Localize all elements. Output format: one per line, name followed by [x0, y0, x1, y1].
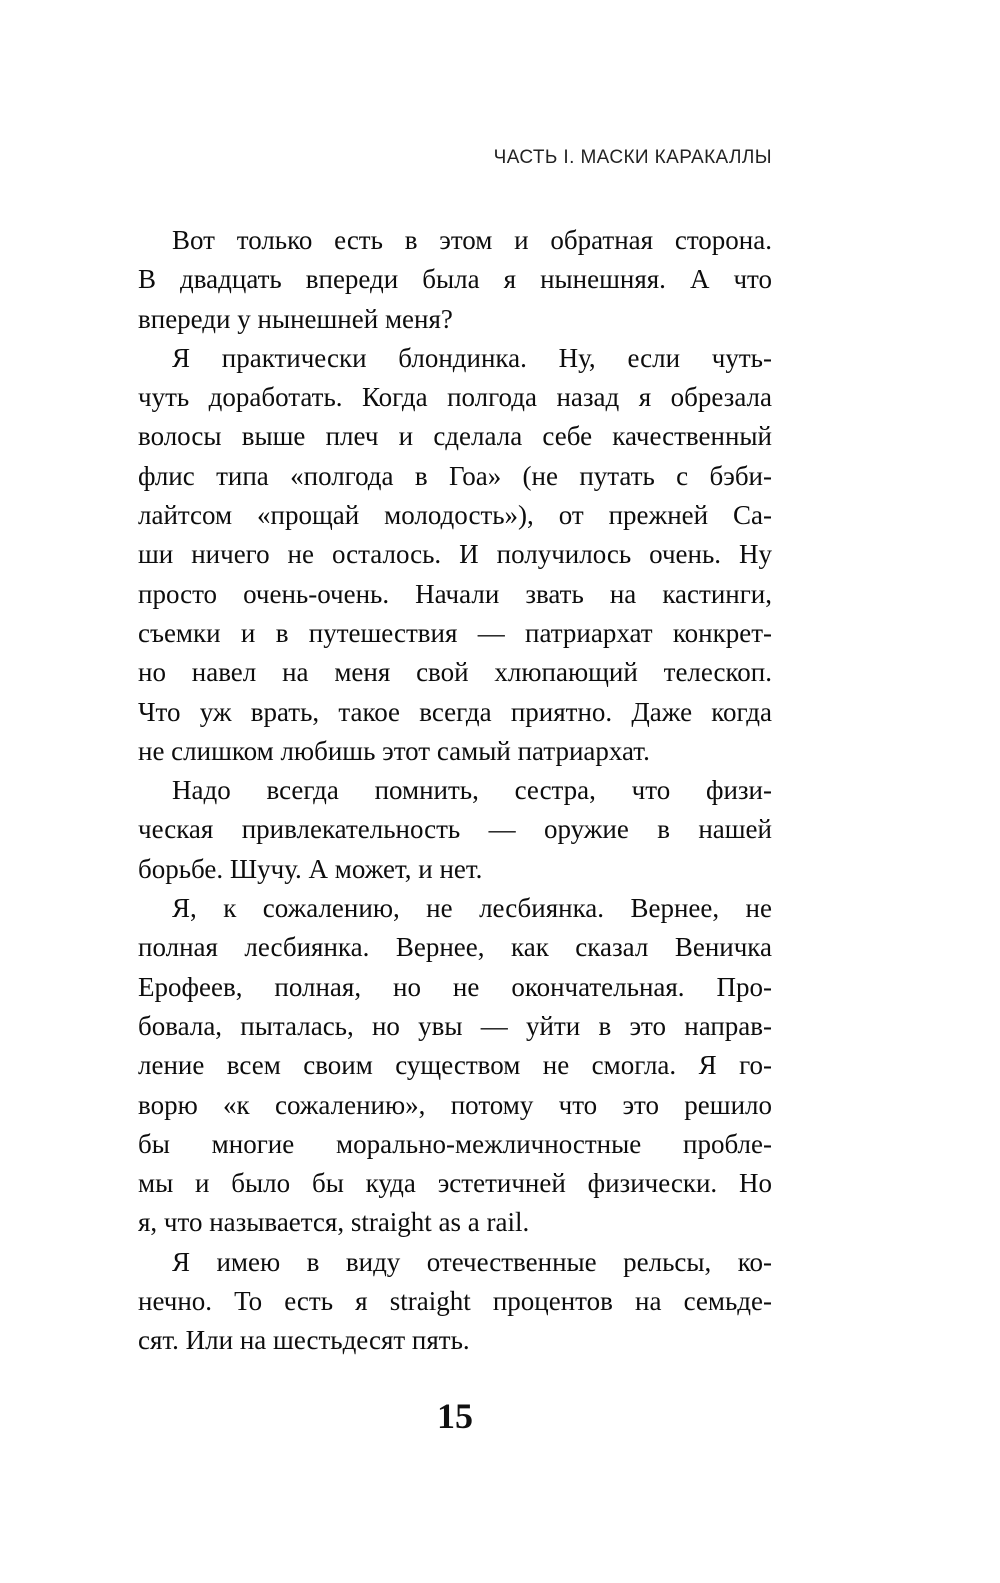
running-header: ЧАСТЬ I. МАСКИ КАРАКАЛЛЫ: [493, 147, 772, 168]
text-line: ши ничего не осталось. И получилось очень. Ну: [138, 539, 772, 570]
text-line: ление всем своим существом не смогла. Я го-: [138, 1050, 772, 1081]
text-line: просто очень-очень. Начали звать на кастинги,: [138, 578, 772, 609]
text-line: волосы выше плеч и сделала себе качественный: [138, 421, 772, 452]
paragraph: [138, 771, 772, 889]
text-line: ческая привлекательность — оружие в нашей: [138, 814, 772, 845]
text-line: сят. Или на шестьдесят пять.: [138, 1325, 470, 1356]
text-line: бовала, пыталась, но увы — уйти в это направ-: [138, 1010, 772, 1041]
text-line: полная лесбиянка. Вернее, как сказал Веничка: [138, 932, 772, 963]
text-line: впереди у нынешней меня?: [138, 303, 453, 334]
text-line: флис типа «полгода в Гоа» (не путать с бэби-: [138, 460, 772, 491]
text-line: лайтсом «прощай молодость»), от прежней Са-: [138, 500, 772, 531]
text-line: съемки и в путешествия — патриархат конкрет-: [138, 617, 772, 648]
page-number: 15: [437, 1396, 473, 1436]
text-line: но навел на меня свой хлюпающий телескоп.: [138, 657, 772, 688]
text-line: не слишком любишь этот самый патриархат.: [138, 735, 650, 766]
paragraph: [138, 889, 772, 1243]
text-line: Я имею в виду отечественные рельсы, ко-: [172, 1246, 772, 1277]
text-line: борьбе. Шучу. А может, и нет.: [138, 853, 483, 884]
text-line: Ерофеев, полная, но не окончательная. Про-: [138, 971, 772, 1002]
text-line: Что уж врать, такое всегда приятно. Даже когда: [138, 696, 772, 727]
text-line: Надо всегда помнить, сестра, что физи-: [172, 775, 772, 806]
text-line: чуть доработать. Когда полгода назад я обрезала: [138, 382, 772, 413]
paragraph: [138, 1243, 772, 1361]
paragraph: [138, 339, 772, 771]
text-line: я, что называется, straight as a rail.: [138, 1207, 530, 1238]
text-line: мы и было бы куда эстетичней физически. Но: [138, 1168, 772, 1199]
text-line: ворю «к сожалению», потому что это решило: [138, 1089, 772, 1120]
text-line: Я, к сожалению, не лесбиянка. Вернее, не: [172, 893, 772, 924]
text-line: нечно. То есть я straight процентов на семьде-: [138, 1286, 772, 1317]
paragraph: [138, 221, 772, 339]
text-line: Я практически блондинка. Ну, если чуть-: [172, 342, 772, 373]
text-line: Вот только есть в этом и обратная сторона.: [172, 225, 772, 255]
body-text: [138, 221, 772, 1361]
text-line: В двадцать впереди была я нынешняя. А что: [138, 264, 772, 295]
text-line: бы многие морально-межличностные пробле-: [138, 1128, 772, 1159]
